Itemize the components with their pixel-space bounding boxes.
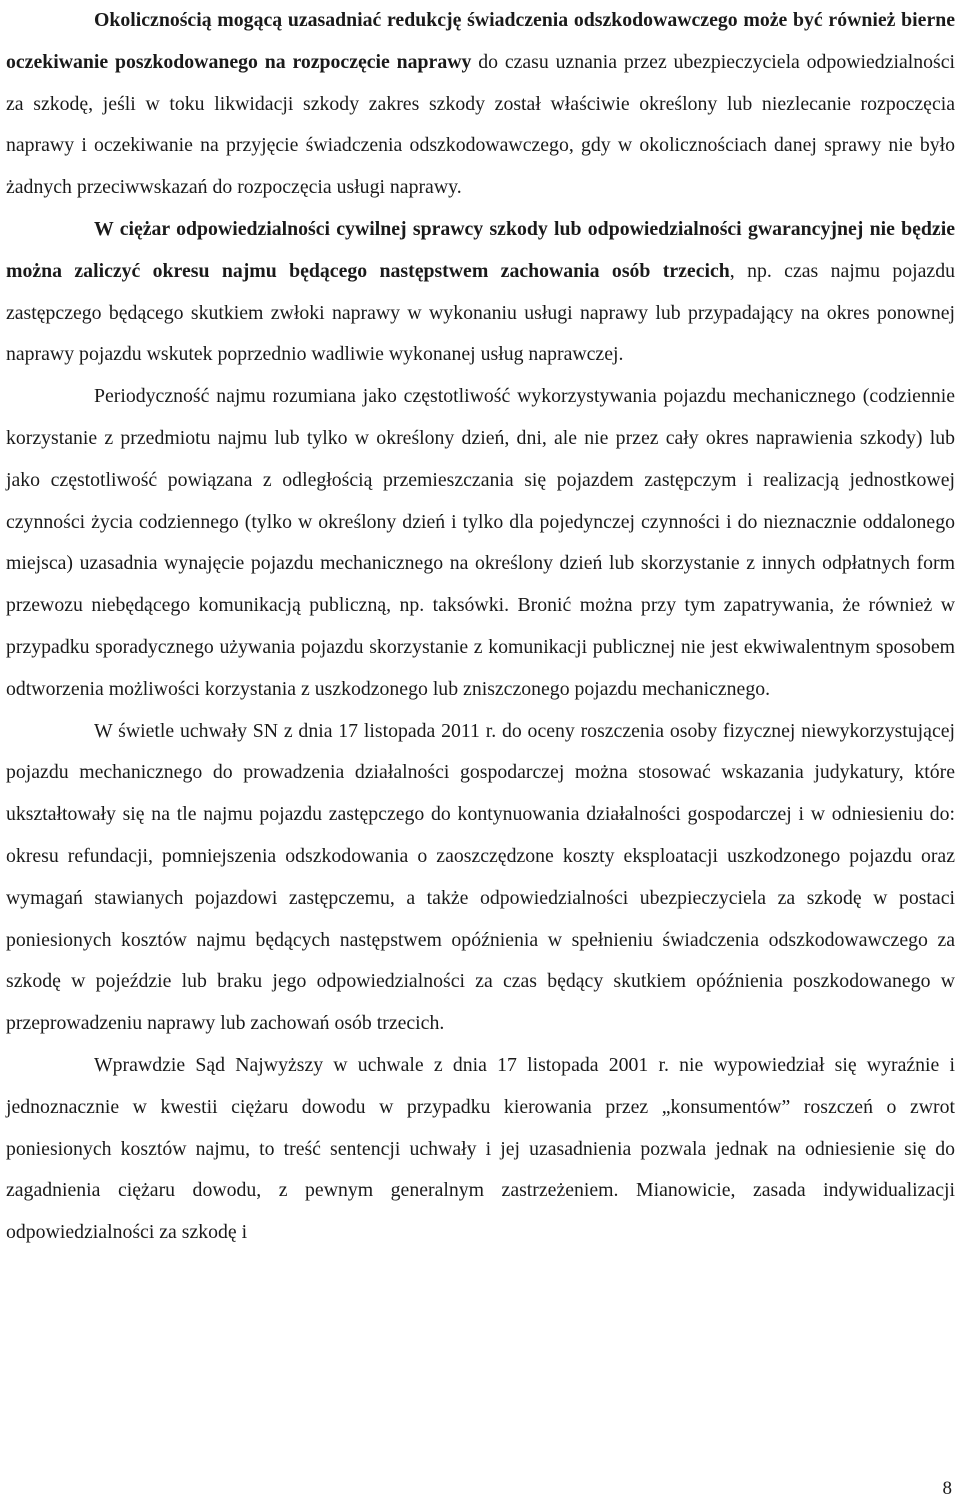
paragraph-1-text: do czasu uznania przez ubezpieczyciela odpowiedzialności za szkodę, jeśli w toku likwidacji szkody zakres szkody został właściwie określony lub niezlecanie rozpoczęcia naprawy i oczekiwanie na przyjęcie świadczenia odszkodowawczego, gdy w okolicznościach danej sprawy nie było żadnych przeciwwskazań do rozpoczęcia usługi naprawy.	[6, 50, 955, 199]
paragraph-5-text: Wprawdzie Sąd Najwyższy w uchwale z dnia 17 listopada 2001 r. nie wypowiedział się wyraźnie i jednoznacznie w kwestii ciężaru dowodu w przypadku kierowania przez „konsumentów” roszczeń o zwrot poniesionych kosztów najmu, to treść sentencji uchwały i jej uzasadnienia pozwala jednak na odniesienie się do zagadnienia ciężaru dowodu, z pewnym generalnym zastrzeżeniem. Mianowicie, zasada indywidualizacji odpowiedzialności za szkodę i	[6, 1053, 955, 1244]
paragraph-4-text: W świetle uchwały SN z dnia 17 listopada 2011 r. do oceny roszczenia osoby fizycznej niewykorzystującej pojazdu mechanicznego do prowadzenia działalności gospodarczej można stosować wskazania judykatury, które ukształtowały się na tle najmu pojazdu zastępczego do kontynuowania działalności gospodarczej i w odniesieniu do: okresu refundacji, pomniejszenia odszkodowania o zaoszczędzone koszty eksploatacji uszkodzonego pojazdu oraz wymagań stawianych pojazdowi zastępczemu, a także odpowiedzialności ubezpieczyciela za szkodę w postaci poniesionych kosztów najmu będących następstwem opóźnienia w spełnieniu świadczenia odszkodowawczego za szkodę w pojeździe lub braku jego odpowiedzialności za czas będący skutkiem opóźnienia poszkodowanego w przeprowadzeniu naprawy lub zachowań osób trzecich.	[6, 719, 955, 1035]
paragraph-5	[6, 1045, 955, 1254]
document-body	[6, 0, 955, 1254]
paragraph-1-bold: Okolicznością mogącą uzasadniać redukcję świadczenia odszkodowawczego może być również bierne oczekiwanie poszkodowanego na rozpoczęcie naprawy	[6, 9, 955, 73]
paragraph-2-text: , np. czas najmu pojazdu zastępczego będącego skutkiem zwłoki naprawy w wykonaniu usługi naprawy lub przypadający na okres ponownej naprawy pojazdu wskutek poprzednio wadliwie wykonanej usług naprawczej.	[6, 259, 955, 366]
paragraph-3	[6, 376, 955, 710]
page-number: 8	[942, 1478, 952, 1499]
paragraph-1	[6, 0, 955, 209]
paragraph-2	[6, 209, 955, 376]
paragraph-2-bold: W ciężar odpowiedzialności cywilnej sprawcy szkody lub odpowiedzialności gwarancyjnej nie będzie można zaliczyć okresu najmu będącego następstwem zachowania osób trzecich	[6, 217, 955, 282]
paragraph-4	[6, 711, 955, 1045]
paragraph-3-text: Periodyczność najmu rozumiana jako częstotliwość wykorzystywania pojazdu mechanicznego (codziennie korzystanie z przedmiotu najmu lub tylko w określony dzień, dni, ale nie przez cały okres naprawienia szkody) lub jako częstotliwość powiązana z odległością przemieszczania się pojazdem zastępczym i realizacją jednostkowej czynności życia codziennego (tylko w określony dzień i tylko dla pojedynczej czynności i do nieznacznie oddalonego miejsca) uzasadnia wynajęcie pojazdu mechanicznego na określony dzień lub skorzystanie z innych odpłatnych form przewozu niebędącego komunikacją publiczną, np. taksówki. Bronić można przy tym zapatrywania, że również w przypadku sporadycznego używania pojazdu skorzystanie z komunikacji publicznej nie jest ekwiwalentnym sposobem odtworzenia możliwości korzystania z uszkodzonego lub zniszczonego pojazdu mechanicznego.	[6, 385, 955, 700]
